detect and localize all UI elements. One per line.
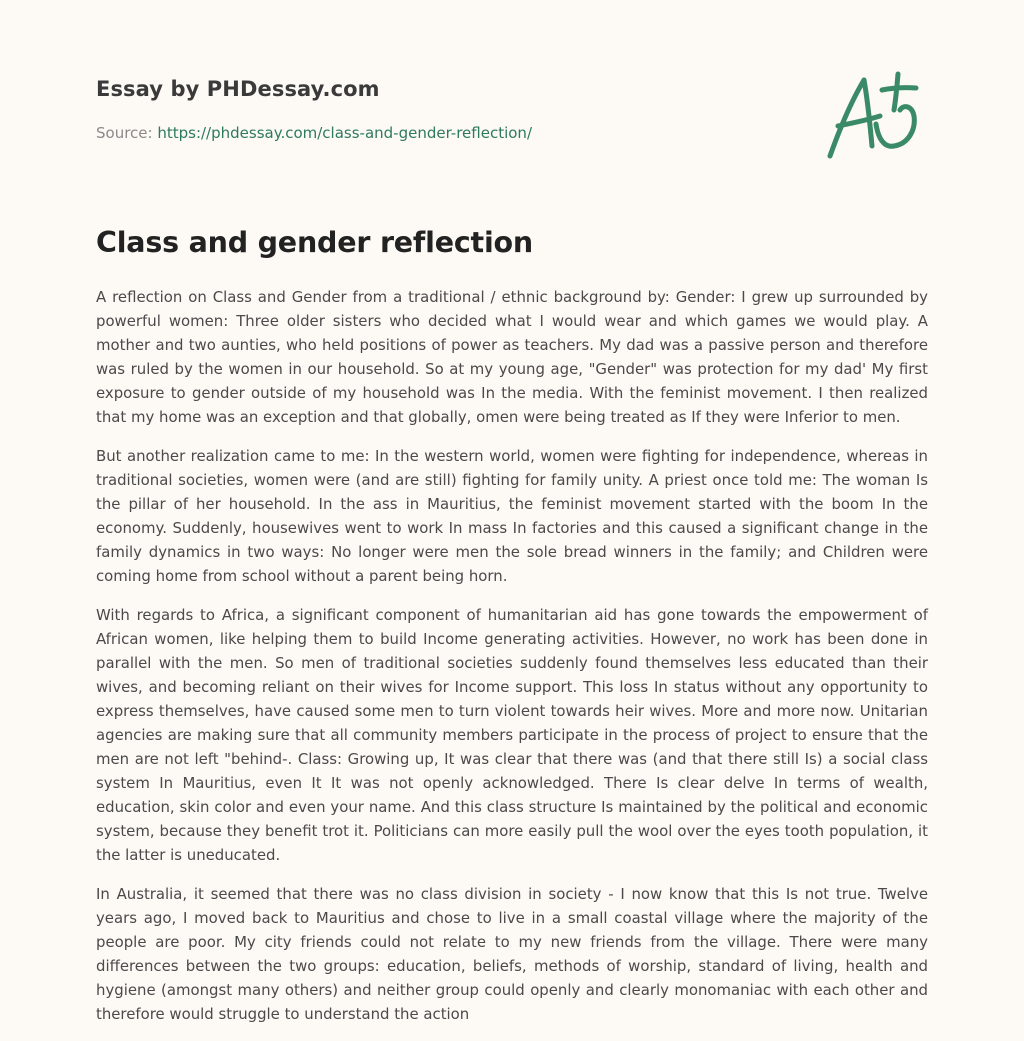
essay-paragraph: In Australia, it seemed that there was no class division in society - I now know that this Is not true. Twelve years ago, I moved back to Mauritius and chose to live in a small coastal village where the majority of the people are poor. My city friends could not relate to my new friends from the village. There were many differences between the two groups: education, beliefs, methods of worship, standard of living, health and hygiene (amongst many others) and neither group could openly and clearly monomaniac with each other and therefore would struggle to understand the action (96, 885, 928, 1023)
source-link[interactable]: https://phdessay.com/class-and-gender-reflection/ (157, 124, 532, 142)
essay-title: Class and gender reflection (96, 226, 533, 259)
source-line (96, 124, 532, 142)
essay-paragraph: With regards to Africa, a significant component of humanitarian aid has gone towards the empowerment of African women, like helping them to build Income generating activities. However, no work has been done in parallel with the men. So men of traditional societies suddenly found themselves less educated than their wives, and becoming reliant on their wives for Income support. This loss In status without any opportunity to express themselves, have caused some men to turn violent towards heir wives. More and more now. Unitarian agencies are making sure that all community members participate in the process of project to ensure that the men are not left "behind-. Class: Growing up, It was clear that there was (and that there still Is) a social class system In Mauritius, even It It was not openly acknowledged. There Is clear delve In terms of wealth, education, skin color and even your name. And this class structure Is maintained by the political and economic system, because they benefit trot it. Politicians can more easily pull the wool over the eyes tooth population, it the latter is uneducated. (96, 606, 928, 864)
source-label: Source: (96, 124, 158, 142)
essay-paragraph: A reflection on Class and Gender from a traditional / ethnic background by: Gender: I grew up surrounded by powerful women: Three older sisters who decided what I would wear and which games we would play. A mother and two aunties, who held positions of power as teachers. My dad was a passive person and therefore was ruled by the women in our household. So at my young age, "Gender" was protection for my dad' My first exposure to gender outside of my household was In the media. With the feminist movement. I then realized that my home was an exception and that globally, omen were being treated as If they were Inferior to men. (96, 288, 928, 426)
essay-body (96, 285, 928, 1041)
a-plus-grade-icon (818, 66, 928, 166)
essay-paragraph: But another realization came to me: In the western world, women were fighting for independence, whereas in traditional societies, women were (and are still) fighting for family unity. A priest once told me: The woman Is the pillar of her household. In the ass in Mauritius, the feminist movement started with the boom In the economy. Suddenly, housewives went to work In mass In factories and this caused a significant change in the family dynamics in two ways: No longer were men the sole bread winners in the family; and Children were coming home from school without a parent being horn. (96, 447, 928, 585)
site-brand: Essay by PHDessay.com (96, 77, 380, 101)
